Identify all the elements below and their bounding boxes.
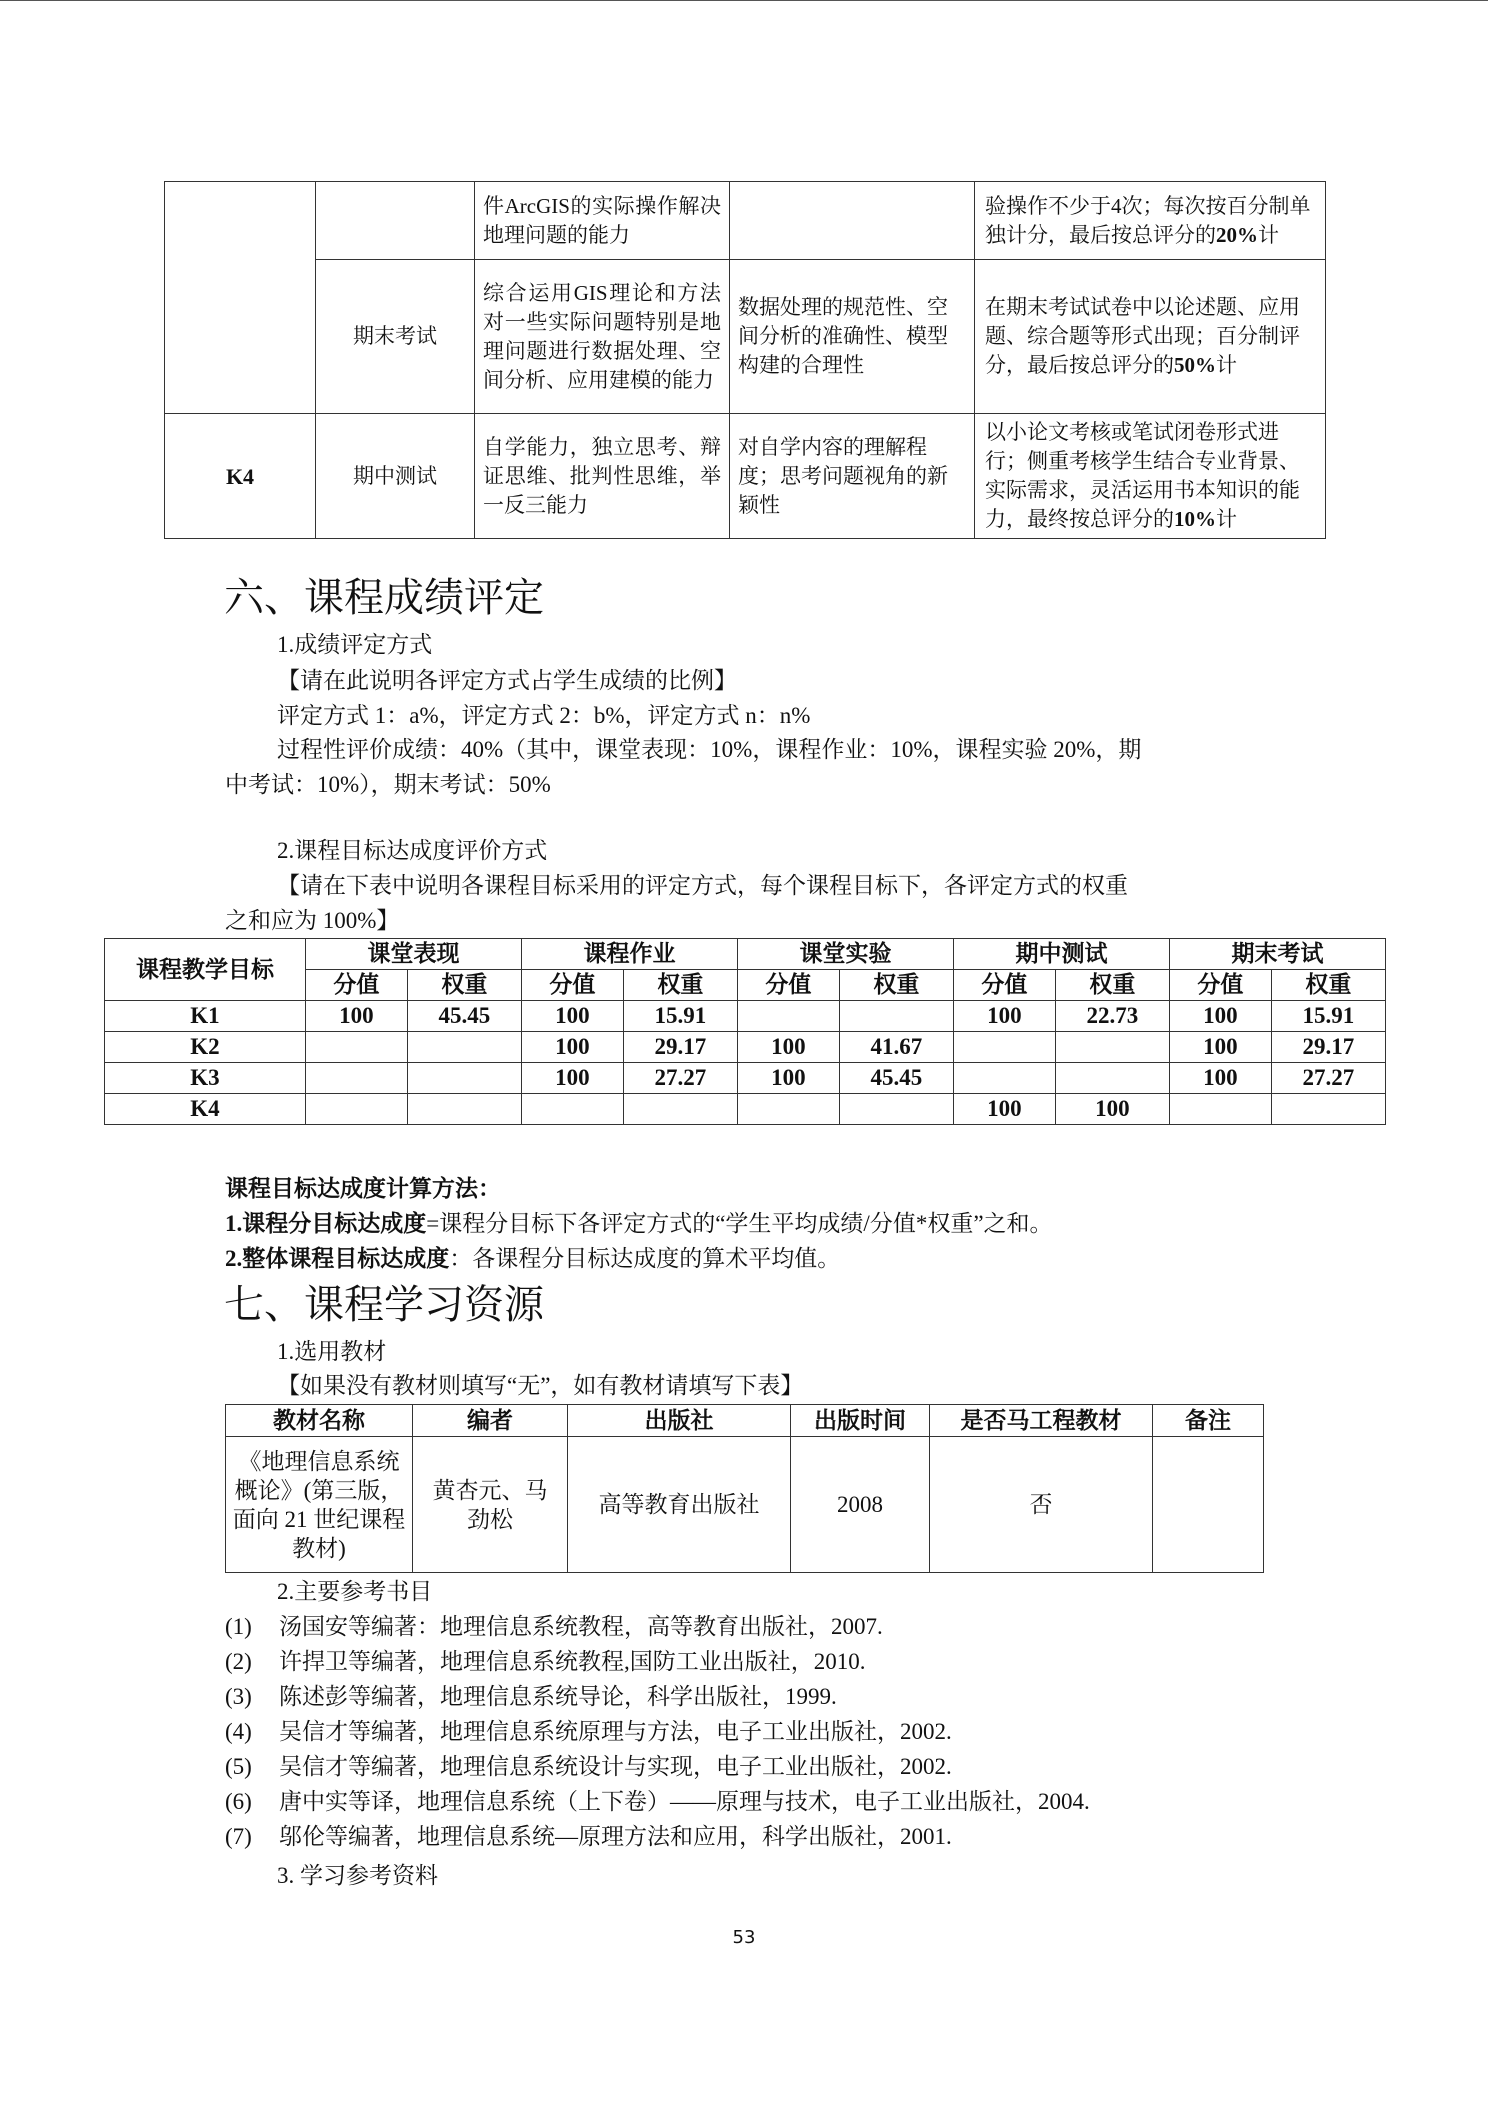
reference-number: (1) <box>225 1614 252 1639</box>
weight-cell: 100 <box>1055 1094 1169 1125</box>
goal-label: K4 <box>105 1094 306 1125</box>
score-cell: 100 <box>1169 1032 1271 1063</box>
ability-cell: 件ArcGIS的实际操作解决地理问题的能力 <box>475 182 730 260</box>
subheading-textbook: 1.选用教材 <box>277 1339 387 1364</box>
group-header: 期末考试 <box>1169 939 1385 970</box>
table-row <box>105 1063 1386 1094</box>
score-cell: 100 <box>306 1001 408 1032</box>
group-header: 课堂实验 <box>737 939 953 970</box>
weight-cell <box>623 1094 737 1125</box>
goal-label: K3 <box>105 1063 306 1094</box>
score-cell <box>953 1032 1055 1063</box>
weight-cell <box>407 1032 521 1063</box>
reference-number: (6) <box>225 1789 252 1814</box>
table-header-row <box>226 1405 1264 1437</box>
reference-number: (2) <box>225 1649 252 1674</box>
weight-cell <box>839 1094 953 1125</box>
subheading-learning-resources: 3. 学习参考资料 <box>277 1863 438 1888</box>
score-cell <box>306 1094 408 1125</box>
weight-cell: 45.45 <box>407 1001 521 1032</box>
paragraph: 中考试：10%），期末考试：50% <box>225 772 551 797</box>
reference-item <box>225 1647 866 1677</box>
weight-cell: 27.27 <box>623 1063 737 1094</box>
sub-header: 权重 <box>839 970 953 1001</box>
reference-text: 邬伦等编著，地理信息系统—原理方法和应用，科学出版社，2001. <box>279 1824 952 1849</box>
section-6-heading: 六、课程成绩评定 <box>224 575 544 621</box>
sub-header: 权重 <box>1271 970 1385 1001</box>
score-cell: 100 <box>737 1063 839 1094</box>
sub-header: 权重 <box>407 970 521 1001</box>
weight-cell: 45.45 <box>839 1063 953 1094</box>
score-cell <box>737 1001 839 1032</box>
weight-cell: 22.73 <box>1055 1001 1169 1032</box>
score-cell <box>1169 1094 1271 1125</box>
method-cell: 以小论文考核或笔试闭卷形式进行；侧重考核学生结合专业背景、实际需求，灵活运用书本知识的能力，最终按总评分的10%计 <box>975 414 1326 539</box>
sub-header: 分值 <box>306 970 408 1001</box>
weight-cell: 27.27 <box>1271 1063 1385 1094</box>
reference-item <box>225 1822 952 1852</box>
textbook-title: 《地理信息系统概论》(第三版，面向 21 世纪课程教材) <box>226 1437 413 1573</box>
goal-cell <box>165 182 316 414</box>
weight-cell <box>407 1063 521 1094</box>
col-header: 出版社 <box>568 1405 791 1437</box>
reference-item <box>225 1682 837 1712</box>
score-cell <box>306 1063 408 1094</box>
reference-text: 汤国安等编著：地理信息系统教程，高等教育出版社，2007. <box>279 1614 883 1639</box>
reference-number: (4) <box>225 1719 252 1744</box>
subheading-evaluation-method: 2.课程目标达成度评价方式 <box>277 838 548 863</box>
assessment-table <box>164 181 1326 539</box>
weight-cell <box>1055 1063 1169 1094</box>
textbook-is-mgc: 否 <box>930 1437 1153 1573</box>
reference-number: (3) <box>225 1684 252 1709</box>
criteria-cell <box>730 182 975 260</box>
score-cell: 100 <box>953 1001 1055 1032</box>
weight-cell <box>839 1001 953 1032</box>
reference-number: (5) <box>225 1754 252 1779</box>
subheading-references: 2.主要参考书目 <box>277 1579 433 1604</box>
reference-item <box>225 1787 1090 1817</box>
sub-header: 分值 <box>953 970 1055 1001</box>
instruction-note: 【如果没有教材则填写“无”，如有教材请填写下表】 <box>277 1373 804 1398</box>
weight-cell: 15.91 <box>623 1001 737 1032</box>
score-cell <box>953 1063 1055 1094</box>
calc-line-1: 1.课程分目标达成度=课程分目标下各评定方式的“学生平均成绩/分值*权重”之和。 <box>225 1211 1053 1236</box>
sub-header: 分值 <box>521 970 623 1001</box>
reference-text: 许捍卫等编著，地理信息系统教程,国防工业出版社，2010. <box>279 1649 866 1674</box>
score-cell: 100 <box>953 1094 1055 1125</box>
paragraph: 过程性评价成绩：40%（其中，课堂表现：10%，课程作业：10%，课程实验 20%，期 <box>277 737 1142 762</box>
reference-number: (7) <box>225 1824 252 1849</box>
page-number: 53 <box>732 1927 756 1948</box>
table-row <box>105 1094 1386 1125</box>
col-header: 备注 <box>1153 1405 1264 1437</box>
score-cell: 100 <box>1169 1063 1271 1094</box>
textbook-year: 2008 <box>791 1437 930 1573</box>
table-header-row <box>105 939 1386 970</box>
reference-text: 陈述彭等编著，地理信息系统导论，科学出版社，1999. <box>279 1684 837 1709</box>
weight-cell: 41.67 <box>839 1032 953 1063</box>
col-header: 出版时间 <box>791 1405 930 1437</box>
type-cell <box>316 182 475 260</box>
sub-header: 权重 <box>623 970 737 1001</box>
table-row <box>165 414 1326 539</box>
sub-header: 分值 <box>1169 970 1271 1001</box>
score-cell <box>737 1094 839 1125</box>
type-cell: 期末考试 <box>316 260 475 414</box>
corner-header: 课程教学目标 <box>105 939 306 1001</box>
col-header: 编者 <box>413 1405 568 1437</box>
ability-cell: 综合运用GIS理论和方法对一些实际问题特别是地理问题进行数据处理、空间分析、应用建模的能力 <box>475 260 730 414</box>
goal-rows <box>105 1001 1386 1125</box>
reference-item <box>225 1612 883 1642</box>
table-row <box>165 182 1326 260</box>
criteria-cell: 数据处理的规范性、空间分析的准确性、模型构建的合理性 <box>730 260 975 414</box>
goal-cell: K4 <box>165 414 316 539</box>
section-7-heading: 七、课程学习资源 <box>224 1282 544 1328</box>
score-cell: 100 <box>1169 1001 1271 1032</box>
criteria-cell: 对自学内容的理解程度；思考问题视角的新颖性 <box>730 414 975 539</box>
score-cell: 100 <box>737 1032 839 1063</box>
weight-cell: 29.17 <box>1271 1032 1385 1063</box>
weight-cell <box>1271 1094 1385 1125</box>
reference-text: 吴信才等编著，地理信息系统设计与实现，电子工业出版社，2002. <box>279 1754 952 1779</box>
sub-header: 分值 <box>737 970 839 1001</box>
table-row <box>226 1437 1264 1573</box>
calc-title: 课程目标达成度计算方法： <box>225 1176 501 1201</box>
reference-text: 唐中实等译，地理信息系统（上下卷）——原理与技术，电子工业出版社，2004. <box>279 1789 1090 1814</box>
weight-cell <box>1055 1032 1169 1063</box>
textbook-publisher: 高等教育出版社 <box>568 1437 791 1573</box>
method-cell: 验操作不少于4次；每次按百分制单独计分，最后按总评分的20%计 <box>975 182 1326 260</box>
paragraph: 评定方式 1：a%，评定方式 2：b%，评定方式 n：n% <box>277 703 811 728</box>
textbook-table <box>225 1404 1264 1573</box>
table-row <box>105 1032 1386 1063</box>
reference-item <box>225 1717 952 1747</box>
goal-label: K1 <box>105 1001 306 1032</box>
calc-line-2: 2.整体课程目标达成度：各课程分目标达成度的算术平均值。 <box>225 1246 841 1271</box>
score-cell <box>521 1094 623 1125</box>
type-cell: 期中测试 <box>316 414 475 539</box>
method-cell: 在期末考试试卷中以论述题、应用题、综合题等形式出现；百分制评分，最后按总评分的50%计 <box>975 260 1326 414</box>
group-header: 课程作业 <box>521 939 737 970</box>
sub-header: 权重 <box>1055 970 1169 1001</box>
textbook-remark <box>1153 1437 1264 1573</box>
table-row <box>165 260 1326 414</box>
score-cell <box>306 1032 408 1063</box>
instruction-note: 【请在下表中说明各课程目标采用的评定方式，每个课程目标下，各评定方式的权重 <box>277 873 1128 898</box>
group-header: 期中测试 <box>953 939 1169 970</box>
group-header: 课堂表现 <box>306 939 522 970</box>
score-cell: 100 <box>521 1063 623 1094</box>
instruction-note: 【请在此说明各评定方式占学生成绩的比例】 <box>277 668 737 693</box>
reference-text: 吴信才等编著，地理信息系统原理与方法，电子工业出版社，2002. <box>279 1719 952 1744</box>
reference-item <box>225 1752 952 1782</box>
ability-cell: 自学能力，独立思考、辩证思维、批判性思维，举一反三能力 <box>475 414 730 539</box>
col-header: 是否马工程教材 <box>930 1405 1153 1437</box>
weight-cell: 15.91 <box>1271 1001 1385 1032</box>
goal-label: K2 <box>105 1032 306 1063</box>
score-cell: 100 <box>521 1032 623 1063</box>
weight-cell: 29.17 <box>623 1032 737 1063</box>
instruction-note: 之和应为 100%】 <box>225 908 400 933</box>
table-row <box>105 1001 1386 1032</box>
score-cell: 100 <box>521 1001 623 1032</box>
goal-weight-table <box>104 938 1386 1125</box>
col-header: 教材名称 <box>226 1405 413 1437</box>
subheading-grading-method: 1.成绩评定方式 <box>277 632 433 657</box>
weight-cell <box>407 1094 521 1125</box>
textbook-authors: 黄杏元、马劲松 <box>413 1437 568 1573</box>
